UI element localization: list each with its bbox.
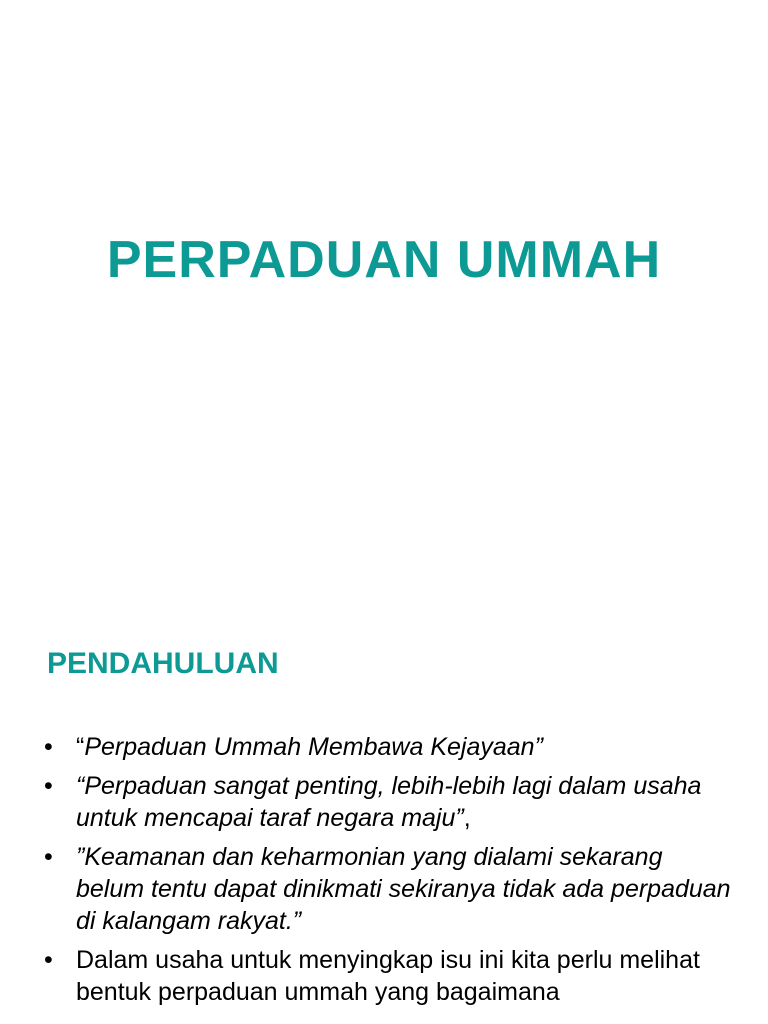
bullet-text: Perpaduan Ummah Membawa Kejayaan”: [84, 733, 543, 761]
list-item: [44, 770, 734, 834]
bullet-text: Dalam usaha untuk menyingkap isu ini kita perlu melihat bentuk perpaduan ummah yang bagaimana: [76, 946, 700, 1006]
bullet-open-quote: “: [76, 733, 85, 761]
bullet-icon: •: [44, 946, 53, 974]
list-item: [44, 731, 734, 763]
bullet-icon: •: [44, 733, 53, 761]
bullet-icon: •: [44, 772, 53, 800]
bullet-text: “Perpaduan sangat penting, lebih-lebih lagi dalam usaha untuk mencapai taraf negara maju”: [76, 772, 702, 832]
bullet-suffix: ,: [463, 804, 471, 832]
list-item: [44, 841, 734, 937]
slide-title: PERPADUAN UMMAH: [106, 231, 662, 289]
list-item: [44, 944, 734, 1008]
bullet-list: [44, 731, 734, 1015]
bullet-text: ”Keamanan dan keharmonian yang dialami sekarang belum tentu dapat dinikmati sekiranya tidak ada perpaduan di kalangam rakyat.”: [76, 843, 731, 935]
bullet-icon: •: [44, 843, 53, 871]
section-heading: PENDAHULUAN: [47, 647, 279, 680]
